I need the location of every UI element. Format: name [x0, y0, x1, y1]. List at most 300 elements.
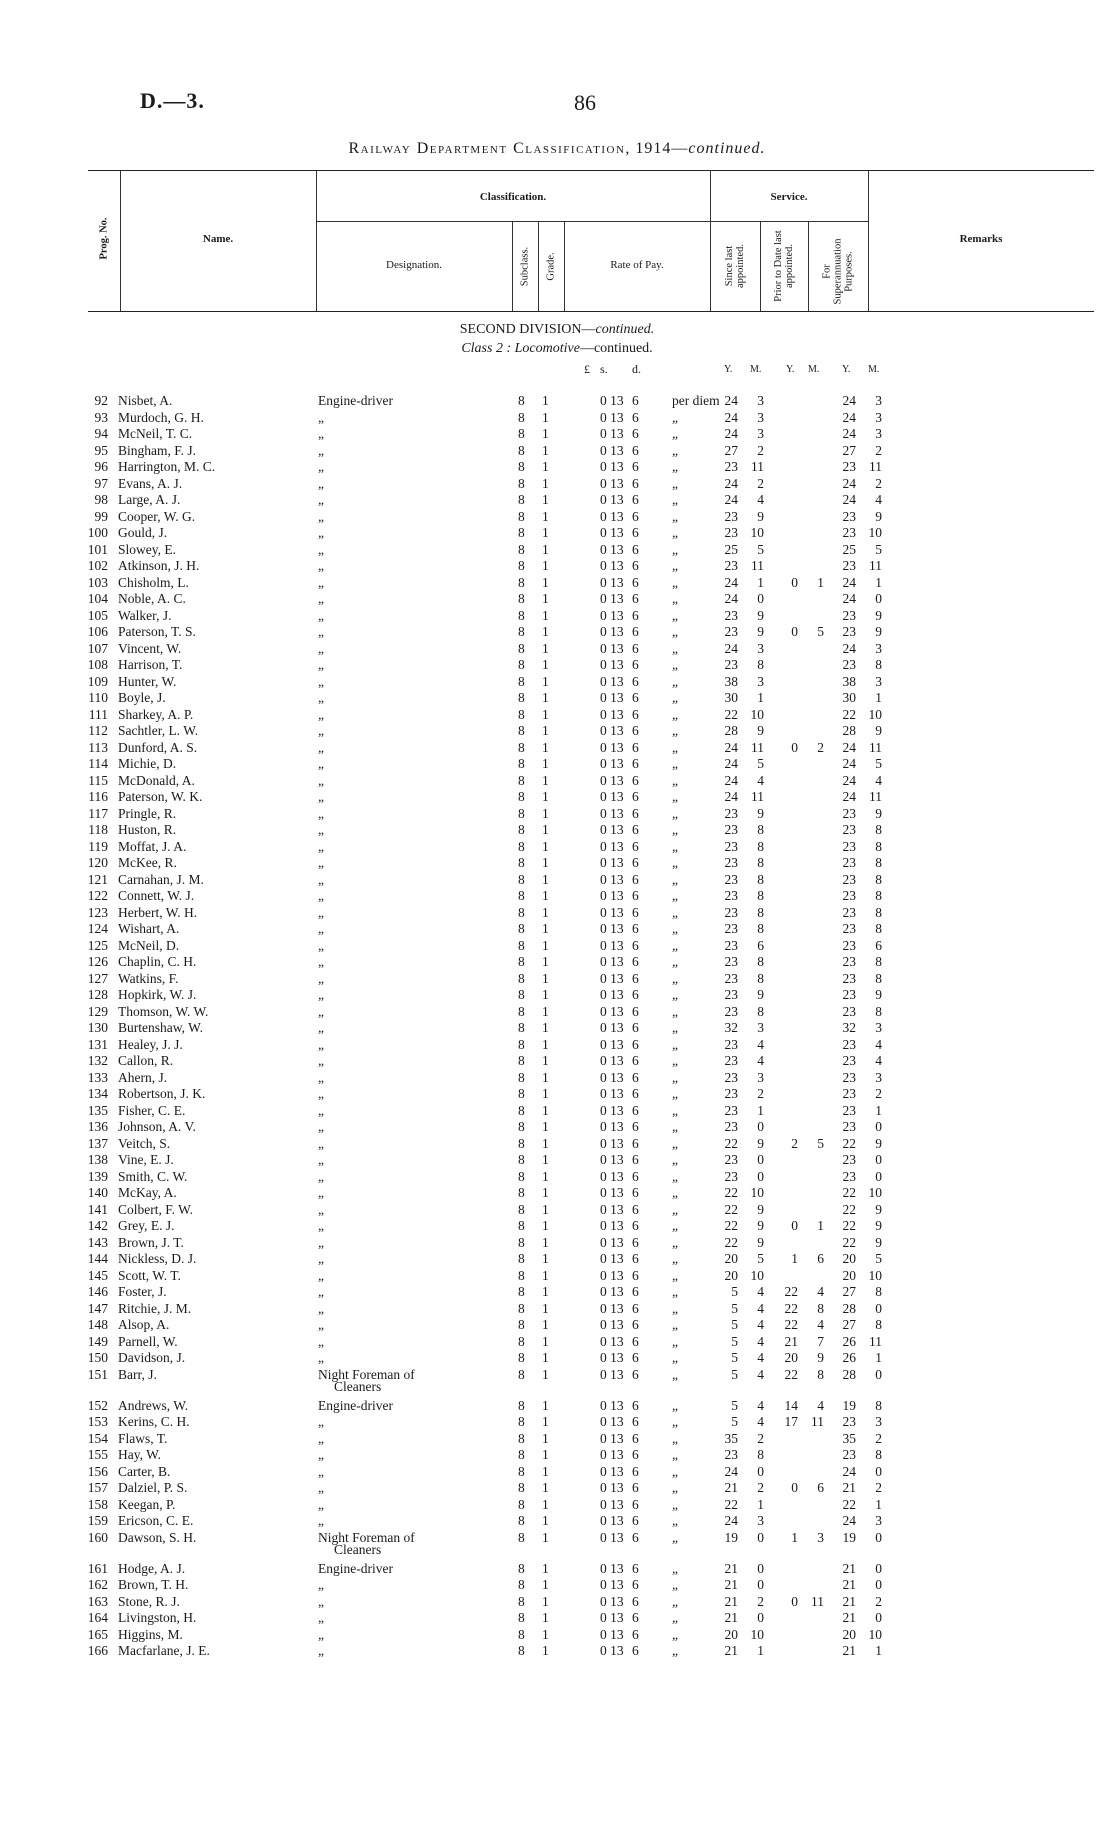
super-months: 11: [869, 459, 882, 474]
class-cont: —continued.: [579, 341, 653, 356]
pay-shillings: 0 13: [600, 1480, 624, 1495]
pay-shillings: 0 13: [600, 558, 624, 573]
grade: 1: [542, 970, 549, 986]
table-row: [0, 1004, 1114, 1021]
designation: „: [318, 739, 324, 755]
grade: 1: [542, 1447, 549, 1462]
since-last-months: 5: [757, 756, 764, 771]
prog-no: 103: [87, 574, 108, 590]
table-row: [0, 1070, 1114, 1087]
prog-no: 117: [88, 805, 108, 821]
pay-pence: 6: [632, 459, 639, 474]
prog-no: 145: [87, 1267, 108, 1283]
prog-no: 148: [87, 1317, 108, 1332]
table-row: [0, 443, 1114, 460]
designation: „: [318, 723, 324, 738]
pay-pence: 6: [632, 1513, 639, 1528]
super-months: 9: [875, 987, 882, 1002]
grade: 1: [542, 607, 549, 623]
table-row: [0, 839, 1114, 856]
prog-no: 99: [94, 508, 108, 524]
table-row: [0, 707, 1114, 724]
since-last-years: 23: [724, 838, 738, 854]
subclass: 8: [518, 805, 525, 821]
employee-name: Flaws, T.: [118, 1430, 168, 1446]
pay-period: „: [672, 1397, 678, 1413]
super-years: 24: [842, 772, 856, 788]
prior-years: 0: [791, 1480, 798, 1495]
prog-no: 142: [87, 1218, 108, 1233]
pay-pence: 6: [632, 1069, 639, 1085]
super-months: 6: [875, 937, 882, 953]
designation: Engine-driver: [318, 1560, 393, 1576]
unit-m1: M.: [750, 364, 762, 375]
pay-period: „: [672, 1135, 678, 1151]
since-last-months: 3: [757, 1020, 764, 1035]
pay-shillings: 0 13: [600, 921, 624, 936]
grade: 1: [542, 1414, 549, 1429]
class-subtitle: [0, 341, 1114, 357]
employee-name: Slowey, E.: [118, 541, 176, 557]
subclass: 8: [518, 492, 525, 507]
prog-no: 110: [88, 690, 108, 705]
pay-shillings: 0 13: [600, 970, 624, 986]
since-last-months: 9: [757, 1135, 764, 1151]
subclass: 8: [518, 1430, 525, 1446]
since-last-years: 5: [731, 1317, 738, 1332]
table-row: [0, 1169, 1114, 1186]
grade: 1: [542, 921, 549, 936]
table-row: [0, 987, 1114, 1004]
super-years: 20: [842, 1626, 856, 1642]
pay-period: „: [672, 871, 678, 887]
pay-shillings: 0 13: [600, 1267, 624, 1283]
pay-pence: 6: [632, 1152, 639, 1167]
super-months: 0: [875, 591, 882, 606]
since-last-years: 24: [724, 591, 738, 606]
since-last-years: 23: [724, 1069, 738, 1085]
employee-name: Keegan, P.: [118, 1496, 176, 1512]
grade: 1: [542, 1218, 549, 1233]
table-row: [0, 855, 1114, 872]
pay-shillings: 0 13: [600, 1135, 624, 1151]
pay-shillings: 0 13: [600, 624, 624, 639]
since-last-years: 21: [724, 1577, 738, 1592]
pay-shillings: 0 13: [600, 838, 624, 854]
grade: 1: [542, 756, 549, 771]
prog-no: 158: [87, 1496, 108, 1512]
since-last-months: 3: [757, 409, 764, 425]
pay-pence: 6: [632, 937, 639, 953]
pay-period: „: [672, 970, 678, 986]
pay-shillings: 0 13: [600, 1643, 624, 1658]
pay-pence: 6: [632, 1185, 639, 1200]
title-continued: continued.: [688, 140, 766, 157]
pay-period: „: [672, 1102, 678, 1118]
since-last-years: 23: [724, 1447, 738, 1462]
pay-pence: 6: [632, 1168, 639, 1184]
employee-name: Brown, J. T.: [118, 1234, 184, 1250]
grade: 1: [542, 1430, 549, 1446]
table-row: [0, 459, 1114, 476]
table-row: [0, 872, 1114, 889]
super-years: 23: [842, 888, 856, 903]
designation: „: [318, 756, 324, 771]
designation: „: [318, 409, 324, 425]
pay-shillings: 0 13: [600, 756, 624, 771]
since-last-months: 8: [757, 954, 764, 969]
since-last-months: 8: [757, 657, 764, 672]
since-last-months: 5: [757, 541, 764, 557]
since-last-months: 0: [757, 1119, 764, 1134]
super-years: 20: [842, 1267, 856, 1283]
document-reference: D.—3.: [140, 88, 205, 113]
grade: 1: [542, 789, 549, 804]
pay-period: „: [672, 838, 678, 854]
since-last-years: 23: [724, 1102, 738, 1118]
designation: „: [318, 1593, 324, 1609]
since-last-months: 4: [757, 1300, 764, 1316]
pay-period: „: [672, 1036, 678, 1052]
pay-period: „: [672, 1593, 678, 1609]
table-row: [0, 1334, 1114, 1351]
since-last-years: 32: [724, 1020, 738, 1035]
table-row: [0, 509, 1114, 526]
super-years: 27: [842, 1284, 856, 1299]
table-row: [0, 1202, 1114, 1219]
prior-months: 4: [817, 1317, 824, 1332]
super-months: 4: [875, 1053, 882, 1068]
pay-pence: 6: [632, 1218, 639, 1233]
super-years: 28: [842, 1366, 856, 1382]
pay-period: „: [672, 1201, 678, 1217]
super-months: 1: [875, 1102, 882, 1118]
since-last-months: 8: [757, 855, 764, 870]
table-row: [0, 410, 1114, 427]
designation: „: [318, 904, 324, 920]
since-last-months: 1: [757, 1102, 764, 1118]
since-last-months: 4: [757, 492, 764, 507]
since-last-months: 10: [750, 1267, 764, 1283]
pay-period: „: [672, 657, 678, 672]
super-months: 9: [875, 508, 882, 524]
subclass: 8: [518, 1560, 525, 1576]
subclass: 8: [518, 1513, 525, 1528]
subclass: 8: [518, 1086, 525, 1101]
table-row: [0, 1136, 1114, 1153]
pay-period: „: [672, 1069, 678, 1085]
since-last-months: 10: [750, 1185, 764, 1200]
pay-period: „: [672, 1218, 678, 1233]
since-last-months: 0: [757, 591, 764, 606]
employee-name: Callon, R.: [118, 1053, 174, 1068]
designation: „: [318, 987, 324, 1002]
pay-period: „: [672, 1185, 678, 1200]
subclass: 8: [518, 1300, 525, 1316]
since-last-years: 24: [724, 409, 738, 425]
prog-no: 133: [87, 1069, 108, 1085]
pay-shillings: 0 13: [600, 1430, 624, 1446]
super-months: 8: [875, 822, 882, 837]
since-last-years: 24: [724, 492, 738, 507]
designation: „: [318, 772, 324, 788]
pay-period: „: [672, 1513, 678, 1528]
designation: „: [318, 921, 324, 936]
subclass: 8: [518, 1119, 525, 1134]
prog-no: 105: [87, 607, 108, 623]
header-rate-of-pay: Rate of Pay.: [610, 259, 664, 271]
grade: 1: [542, 822, 549, 837]
grade: 1: [542, 1185, 549, 1200]
employee-name: McKay, A.: [118, 1185, 177, 1200]
super-months: 9: [875, 624, 882, 639]
since-last-years: 23: [724, 855, 738, 870]
subclass: 8: [518, 921, 525, 936]
prior-years: 0: [791, 1218, 798, 1233]
pay-pence: 6: [632, 805, 639, 821]
pay-pence: 6: [632, 1003, 639, 1019]
pay-pence: 6: [632, 1529, 639, 1545]
pay-period: „: [672, 1480, 678, 1495]
since-last-months: 9: [757, 1218, 764, 1233]
pay-pence: 6: [632, 690, 639, 705]
super-months: 9: [875, 1234, 882, 1250]
designation: „: [318, 657, 324, 672]
unit-y3: Y.: [842, 364, 851, 375]
designation: „: [318, 1300, 324, 1316]
since-last-years: 24: [724, 1513, 738, 1528]
since-last-months: 8: [757, 838, 764, 854]
super-years: 22: [842, 1218, 856, 1233]
prog-no: 97: [94, 475, 108, 491]
table-row: [0, 1594, 1114, 1611]
title-year: , 1914—: [625, 140, 689, 157]
super-years: 27: [842, 1317, 856, 1332]
prior-years: 0: [791, 624, 798, 639]
prog-no: 163: [87, 1593, 108, 1609]
designation: „: [318, 1234, 324, 1250]
table-row: [0, 1398, 1114, 1415]
since-last-months: 4: [757, 1397, 764, 1413]
super-months: 0: [875, 1463, 882, 1479]
table-row: [0, 822, 1114, 839]
pay-shillings: 0 13: [600, 541, 624, 557]
employee-name: Hay, W.: [118, 1447, 161, 1462]
super-years: 23: [842, 970, 856, 986]
subclass: 8: [518, 508, 525, 524]
employee-name: Hopkirk, W. J.: [118, 987, 197, 1002]
grade: 1: [542, 855, 549, 870]
since-last-years: 23: [724, 1119, 738, 1134]
super-months: 8: [875, 921, 882, 936]
super-years: 23: [842, 822, 856, 837]
pay-period: „: [672, 459, 678, 474]
super-months: 3: [875, 1069, 882, 1085]
grade: 1: [542, 393, 549, 408]
super-years: 19: [842, 1397, 856, 1413]
subclass: 8: [518, 558, 525, 573]
pay-pence: 6: [632, 1135, 639, 1151]
grade: 1: [542, 805, 549, 821]
super-months: 2: [875, 1480, 882, 1495]
since-last-months: 9: [757, 508, 764, 524]
pay-period: „: [672, 1086, 678, 1101]
super-years: 24: [842, 640, 856, 656]
employee-name: Cooper, W. G.: [118, 508, 196, 524]
super-years: 30: [842, 690, 856, 705]
designation: „: [318, 805, 324, 821]
subclass: 8: [518, 756, 525, 771]
prog-no: 157: [87, 1480, 108, 1495]
pay-pence: 6: [632, 1036, 639, 1052]
subclass: 8: [518, 1069, 525, 1085]
subclass: 8: [518, 1053, 525, 1068]
grade: 1: [542, 1102, 549, 1118]
super-months: 9: [875, 1218, 882, 1233]
pay-period: „: [672, 954, 678, 969]
pay-period: „: [672, 607, 678, 623]
prog-no: 131: [87, 1036, 108, 1052]
super-months: 4: [875, 1036, 882, 1052]
grade: 1: [542, 1463, 549, 1479]
table-row: [0, 575, 1114, 592]
pay-shillings: 0 13: [600, 1069, 624, 1085]
designation: „: [318, 1317, 324, 1332]
since-last-years: 21: [724, 1560, 738, 1576]
grade: 1: [542, 1643, 549, 1658]
employee-name: Bingham, F. J.: [118, 442, 197, 458]
employee-name: Parnell, W.: [118, 1333, 178, 1349]
super-years: 23: [842, 607, 856, 623]
pay-pence: 6: [632, 1119, 639, 1134]
pay-period: „: [672, 624, 678, 639]
pay-period: „: [672, 723, 678, 738]
designation: „: [318, 1447, 324, 1462]
since-last-months: 9: [757, 1234, 764, 1250]
grade: 1: [542, 1366, 549, 1382]
super-months: 2: [875, 1430, 882, 1446]
pay-shillings: 0 13: [600, 822, 624, 837]
prior-months: 9: [817, 1350, 824, 1365]
prog-no: 124: [87, 921, 108, 936]
super-months: 8: [875, 1447, 882, 1462]
employee-name: Sachtler, L. W.: [118, 723, 199, 738]
prog-no: 109: [87, 673, 108, 689]
grade: 1: [542, 426, 549, 441]
pay-shillings: 0 13: [600, 1350, 624, 1365]
since-last-months: 5: [757, 1251, 764, 1266]
table-row: [0, 888, 1114, 905]
header-classification: Classification.: [479, 191, 547, 203]
super-months: 10: [868, 525, 882, 540]
since-last-years: 21: [724, 1593, 738, 1609]
prior-months: 11: [811, 1414, 824, 1429]
prior-months: 4: [817, 1284, 824, 1299]
subclass: 8: [518, 987, 525, 1002]
subclass: 8: [518, 822, 525, 837]
table-row: [0, 476, 1114, 493]
pay-shillings: 0 13: [600, 706, 624, 722]
since-last-years: 20: [724, 1267, 738, 1283]
prog-no: 147: [87, 1300, 108, 1316]
designation: „: [318, 607, 324, 623]
super-years: 23: [842, 525, 856, 540]
subclass: 8: [518, 657, 525, 672]
designation: „: [318, 508, 324, 524]
since-last-years: 24: [724, 789, 738, 804]
prior-months: 4: [817, 1397, 824, 1413]
since-last-years: 23: [724, 822, 738, 837]
pay-period: „: [672, 442, 678, 458]
pay-period: „: [672, 921, 678, 936]
super-years: 23: [842, 1447, 856, 1462]
pay-shillings: 0 13: [600, 657, 624, 672]
grade: 1: [542, 838, 549, 854]
since-last-years: 5: [731, 1333, 738, 1349]
prior-years: 0: [791, 1593, 798, 1609]
super-months: 8: [875, 871, 882, 887]
section-title: [0, 322, 1114, 338]
pay-period: „: [672, 1020, 678, 1035]
prog-no: 139: [87, 1168, 108, 1184]
grade: 1: [542, 492, 549, 507]
super-months: 9: [875, 1135, 882, 1151]
table-row: [0, 657, 1114, 674]
pay-shillings: 0 13: [600, 1529, 624, 1545]
pay-pence: 6: [632, 1447, 639, 1462]
prog-no: 113: [88, 739, 108, 755]
pay-shillings: 0 13: [600, 1218, 624, 1233]
since-last-months: 3: [757, 673, 764, 689]
subclass: 8: [518, 1366, 525, 1382]
subclass: 8: [518, 1496, 525, 1512]
prior-months: 7: [817, 1333, 824, 1349]
designation: „: [318, 640, 324, 656]
prog-no: 137: [87, 1135, 108, 1151]
prior-years: 20: [784, 1350, 798, 1365]
designation: „: [318, 591, 324, 606]
super-months: 5: [875, 1251, 882, 1266]
employee-name: Dawson, S. H.: [118, 1529, 197, 1545]
designation: „: [318, 1267, 324, 1283]
super-months: 11: [869, 739, 882, 755]
super-years: 23: [842, 1152, 856, 1167]
since-last-years: 23: [724, 508, 738, 524]
subclass: 8: [518, 904, 525, 920]
pay-pence: 6: [632, 541, 639, 557]
pay-shillings: 0 13: [600, 1626, 624, 1642]
super-months: 3: [875, 1020, 882, 1035]
super-months: 0: [875, 1577, 882, 1592]
designation: „: [318, 1086, 324, 1101]
subclass: 8: [518, 1284, 525, 1299]
prog-no: 126: [87, 954, 108, 969]
employee-name: Chaplin, C. H.: [118, 954, 197, 969]
designation: Engine-driver: [318, 1397, 393, 1413]
pay-period: „: [672, 1414, 678, 1429]
super-months: 0: [875, 1560, 882, 1576]
pay-pence: 6: [632, 1430, 639, 1446]
since-last-years: 24: [724, 393, 738, 408]
since-last-months: 0: [757, 1463, 764, 1479]
pay-pence: 6: [632, 574, 639, 590]
pay-period: per diem: [672, 393, 720, 408]
pay-shillings: 0 13: [600, 1610, 624, 1625]
since-last-months: 0: [757, 1168, 764, 1184]
table-header: [88, 170, 1094, 312]
designation: Engine-driver: [318, 393, 393, 408]
since-last-years: 23: [724, 987, 738, 1002]
